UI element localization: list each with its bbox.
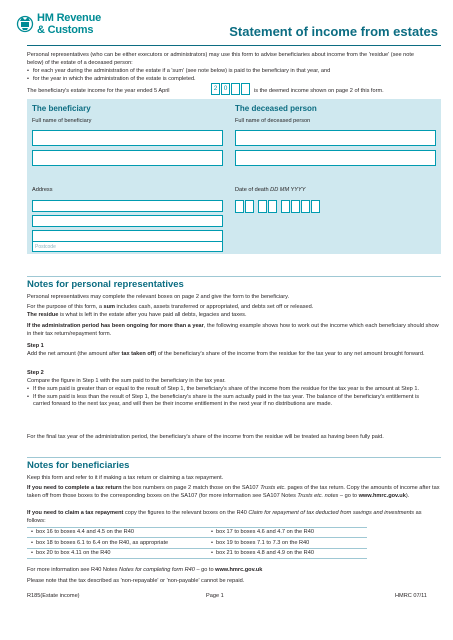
beneficiary-name-field-2[interactable]	[32, 150, 223, 166]
table-cell: • box 20 to box 4.11 on the R40	[27, 548, 207, 558]
dod-day-1[interactable]	[235, 200, 244, 213]
logo-line-1: HM Revenue	[37, 12, 102, 24]
deceased-heading: The deceased person	[235, 104, 317, 113]
dod-year-3[interactable]	[301, 200, 310, 213]
step2-bullet-2: • If the sum paid is less than the result of Step 1, the beneficiary's share is the sum actually paid in the tax year. The balance of the beneficiary's entitlement is carried forward to the next tax year, and will then be their income entitlement in the next year if no distributions are made.	[27, 394, 437, 409]
ben-p4: For more information see R40 Notes Notes for completing form R40 – go to www.hmrc.gov.uk	[27, 567, 263, 573]
year-digit-4-input[interactable]	[241, 83, 250, 95]
table-cell: • box 21 to boxes 4.8 and 4.9 on the R40	[207, 548, 367, 558]
deceased-name-field-2[interactable]	[235, 150, 436, 166]
pr-p2: For the purpose of this form, a sum includes cash, assets transferred or appropriated, and debts set off or released. The residue is what is left in the estate after you have paid all debts, legacies and taxes.	[27, 304, 314, 318]
address-field-2[interactable]	[32, 215, 223, 227]
year-digit-2: 0	[221, 83, 230, 95]
hmrc-link-2[interactable]: www.hmrc.gov.uk	[215, 567, 263, 573]
dod-year-2[interactable]	[291, 200, 300, 213]
step2-bullets	[27, 386, 437, 409]
address-label: Address	[32, 187, 53, 193]
table-cell: • box 17 to boxes 4.6 and 4.7 on the R40	[207, 528, 367, 538]
step2-text: Compare the figure in Step 1 with the sum paid to the beneficiary in the tax year.	[27, 378, 226, 384]
pr-notes-heading: Notes for personal representatives	[27, 279, 184, 290]
intro-paragraph: Personal representatives (who can be either executors or administrators) may use this form to advise beneficiaries about income from the 'residue' (see note below) of the estate of a deceased person:	[27, 52, 415, 66]
deceased-name-label: Full name of deceased person	[235, 118, 311, 124]
hmrc-logo	[16, 10, 102, 40]
year-digit-1: 2	[211, 83, 220, 95]
footer-version: HMRC 07/11	[395, 593, 427, 599]
logo-line-2: & Customs	[37, 24, 94, 36]
dod-year-1[interactable]	[281, 200, 290, 213]
ben-p1: Keep this form and refer to it if making a tax return or claiming a tax repayment.	[27, 475, 224, 481]
table-cell: • box 19 to boxes 7.1 to 7.3 on the R40	[207, 538, 367, 548]
dod-day-2[interactable]	[245, 200, 254, 213]
details-panel	[27, 99, 441, 254]
intro-bullet-2: • for the year in which the administration of the estate is completed.	[27, 76, 437, 84]
intro-bullets	[27, 68, 437, 83]
ben-notes-heading: Notes for beneficiaries	[27, 460, 130, 471]
ben-top-rule	[27, 457, 441, 458]
step1-title: Step 1	[27, 343, 44, 349]
hmrc-link[interactable]: www.hmrc.gov.uk	[358, 492, 406, 499]
pr-p3: If the administration period has been ongoing for more than a year, the following example shows how to work out the income which each beneficiary should show in their tax return/repayment form.	[27, 323, 439, 337]
table-cell: • box 16 to boxes 4.4 and 4.5 on the R40	[27, 528, 207, 538]
date-of-death-label: Date of death DD MM YYYY	[235, 187, 306, 193]
step2-bullet-1: • If the sum paid is greater than or equal to the result of Step 1, the beneficiary's share of the income from the residue for the tax year is the amount at Step 1.	[27, 386, 437, 394]
pr-p1: Personal representatives may complete the relevant boxes on page 2 and give the form to the beneficiary.	[27, 294, 290, 300]
deceased-name-field-1[interactable]	[235, 130, 436, 146]
pr-final-para: For the final tax year of the administration period, the beneficiary's share of the income from the residue will be treated as having been fully paid.	[27, 434, 384, 440]
dod-month-2[interactable]	[268, 200, 277, 213]
year-ended-label: The beneficiary's estate income for the year ended 5 April	[27, 88, 170, 94]
table-row	[27, 538, 367, 548]
step2-title: Step 2	[27, 370, 44, 376]
year-digit-3-input[interactable]	[231, 83, 240, 95]
beneficiary-heading: The beneficiary	[32, 104, 91, 113]
intro-bullet-1: • for each year during the administration of the estate if a 'sum' (see note below) is paid to the beneficiary in that year, and	[27, 68, 437, 76]
step1-text: Add the net amount (the amount after tax taken off) of the beneficiary's share of the income from the residue for the tax year to any net amount brought forward.	[27, 351, 425, 357]
ben-p3: If you need to claim a tax repayment copy the figures to the relevant boxes on the R40 Claim for repayment of tax deducted from savings and investments as follows:	[27, 510, 422, 524]
ben-p2: If you need to complete a tax return the box numbers on page 2 match those on the SA107 Trusts etc. pages of the tax return. Copy the amounts of income after tax taken off from those boxes to the corresponding boxes on the SA107 (for more information see SA107 Notes Trusts etc. notes – go to www.hmrc.gov.uk).	[27, 485, 440, 499]
table-row	[27, 548, 367, 558]
crown-crest-icon	[16, 12, 34, 34]
footer-page-number: Page 1	[206, 593, 224, 599]
form-title: Statement of income from estates	[229, 24, 438, 39]
table-cell: • box 18 to boxes 6.1 to 6.4 on the R40, as appropriate	[27, 538, 207, 548]
year-label-post: is the deemed income shown on page 2 of this form.	[254, 88, 384, 94]
date-format-hint: DD MM YYYY	[270, 187, 306, 193]
address-field-1[interactable]	[32, 200, 223, 212]
beneficiary-name-label: Full name of beneficiary	[32, 118, 92, 124]
table-row	[27, 528, 367, 538]
ben-p5: Please note that the tax described as 'non-repayable' or 'non-payable' cannot be repaid.	[27, 578, 245, 584]
footer-form-ref: R185(Estate income)	[27, 593, 80, 599]
postcode-field[interactable]: Postcode	[32, 241, 223, 252]
beneficiary-name-field-1[interactable]	[32, 130, 223, 146]
dod-year-4[interactable]	[311, 200, 320, 213]
dod-month-1[interactable]	[258, 200, 267, 213]
r40-mapping-table	[27, 527, 367, 559]
header-rule	[27, 45, 441, 46]
pr-top-rule	[27, 276, 441, 277]
